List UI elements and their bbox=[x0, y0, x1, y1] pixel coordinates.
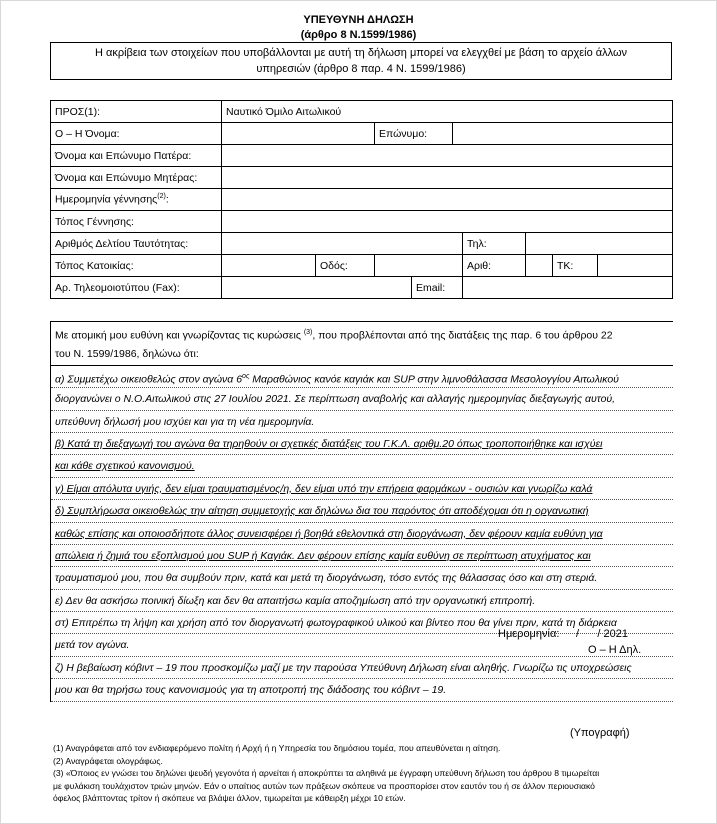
id-number-label: Αριθμός Δελτίου Ταυτότητας: bbox=[51, 233, 222, 255]
intro-text: , που προβλέπονται από της διατάξεις της παρ. 6 του άρθρου 22 bbox=[312, 329, 613, 342]
row-id bbox=[51, 233, 673, 255]
declaration-line[interactable] bbox=[51, 366, 673, 388]
row-residence bbox=[51, 255, 673, 277]
row-mother bbox=[51, 167, 673, 189]
footnote: όφελος βλάπτοντας τρίτον ή σκόπευε να βλάψει άλλον, τιμωρείται με κάθειρξη μέχρι 10 ετών. bbox=[53, 793, 406, 804]
row-birth-place bbox=[51, 211, 673, 233]
street-label: Οδός: bbox=[316, 255, 375, 277]
document-subtitle: (άρθρο 8 Ν.1599/1986) bbox=[300, 29, 417, 41]
fax-field[interactable] bbox=[222, 277, 412, 299]
surname-field[interactable] bbox=[453, 123, 673, 145]
notice-line: υπηρεσιών (άρθρο 8 παρ. 4 Ν. 1599/1986) bbox=[256, 63, 466, 75]
declaration-line[interactable]: τραυματισμού μου, που θα συμβούν πριν, κατά και μετά τη διοργάνωση, τόσο εντός της θάλασσας όσο και στη στεριά. bbox=[51, 567, 673, 589]
declaration-section bbox=[50, 321, 673, 702]
row-father bbox=[51, 145, 673, 167]
accuracy-notice bbox=[50, 42, 672, 80]
declaration-line[interactable]: β) Κατά τη διεξαγωγή του αγώνα θα τηρηθούν οι σχετικές διατάξεις του Γ.Κ.Λ. αριθμ.20 όπως τροποποιήθηκε και ισχύει bbox=[51, 433, 673, 455]
phone-label: Τηλ: bbox=[463, 233, 526, 255]
colon: : bbox=[165, 193, 169, 206]
intro-text: Με ατομική μου ευθύνη και γνωρίζοντας τις κυρώσεις bbox=[55, 329, 304, 342]
street-field[interactable] bbox=[375, 255, 463, 277]
mother-name-label: Όνομα και Επώνυμο Μητέρας: bbox=[51, 167, 222, 189]
footnotes bbox=[53, 742, 673, 805]
declaration-line[interactable]: ζ) Η βεβαίωση κόβιντ – 19 που προσκομίζω μαζί με την παρούσα Υπεύθυνη Δήλωση είναι αληθής. Γνωρίζω τις υποχρεώσεις bbox=[51, 657, 673, 679]
declaration-line[interactable]: μετά τον αγώνα. bbox=[51, 634, 673, 656]
signature-label: (Υπογραφή) bbox=[570, 727, 630, 739]
birth-date-field[interactable] bbox=[222, 189, 673, 211]
declaration-line[interactable]: στ) Επιτρέπω τη λήψη και χρήση από τον διοργανωτή φωτογραφικού υλικού και βίντεο που θα γίνει πριν, κατά τη διάρκεια bbox=[51, 612, 673, 634]
id-number-field[interactable] bbox=[222, 233, 463, 255]
birth-date-text: Ημερομηνία γέννησης bbox=[55, 193, 158, 206]
declaration-line[interactable]: μου και θα τηρήσω τους κανονισμούς για τη αποτροπή της διάδοσης του κόβιντ – 19. bbox=[51, 679, 673, 701]
first-name-field[interactable] bbox=[222, 123, 375, 145]
surname-label: Επώνυμο: bbox=[375, 123, 453, 145]
ordinal-suffix: ος bbox=[242, 372, 250, 380]
footnote: με φυλάκιση τουλάχιστον τριών μηνών. Εάν ο υπαίτιος αυτών των πράξεων σκόπευε να προσπορίσει στον εαυτόν του ή σε άλλον περιουσιακό bbox=[53, 780, 595, 791]
line-text: α) Συμμετέχω οικειοθελώς στον αγώνα 6 bbox=[55, 373, 243, 386]
row-fax bbox=[51, 277, 673, 299]
declaration-line[interactable]: και κάθε σχετικού κανονισμού. bbox=[51, 455, 673, 477]
email-field[interactable] bbox=[463, 277, 673, 299]
declarant-label: Ο – Η Δηλ. bbox=[588, 644, 642, 656]
number-label: Αριθ: bbox=[463, 255, 526, 277]
declaration-line[interactable]: υπεύθυνη δήλωσή μου ισχύει και για τη νέα ημερομηνία. bbox=[51, 411, 673, 433]
line-text: Μαραθώνιος κανόε καγιάκ και SUP στην λιμνοθάλασσα Μεσολογγίου Αιτωλικού bbox=[249, 373, 619, 386]
footnote: (2) Αναγράφεται ολογράφως. bbox=[53, 755, 163, 766]
birth-place-label: Τόπος Γέννησης: bbox=[51, 211, 222, 233]
father-name-field[interactable] bbox=[222, 145, 673, 167]
footnote-ref: (2) bbox=[157, 193, 166, 201]
date-label: Ημερομηνία: bbox=[498, 628, 560, 640]
phone-field[interactable] bbox=[526, 233, 673, 255]
footnote: (1) Αναγράφεται από τον ενδιαφερόμενο πολίτη ή Αρχή ή η Υπηρεσία του δημόσιου τομέα, που απευθύνεται η αίτηση. bbox=[53, 743, 501, 753]
personal-details-table bbox=[50, 100, 673, 299]
birth-place-field[interactable] bbox=[222, 211, 673, 233]
father-name-label: Όνομα και Επώνυμο Πατέρα: bbox=[51, 145, 222, 167]
residence-field[interactable] bbox=[222, 255, 316, 277]
fax-label: Αρ. Τηλεομοιοτύπου (Fax): bbox=[51, 277, 222, 299]
postcode-label: ΤΚ: bbox=[553, 255, 598, 277]
number-field[interactable] bbox=[526, 255, 553, 277]
declaration-line[interactable]: γ) Είμαι απόλυτα υγιής, δεν είμαι τραυματισμένος/η, δεν είμαι υπό την επήρεια φαρμάκων - ουσιών και γνωρίζω καλά bbox=[51, 478, 673, 500]
declaration-intro: του Ν. 1599/1986, δηλώνω ότι: bbox=[51, 343, 673, 365]
first-name-label: Ο – Η Όνομα: bbox=[51, 123, 222, 145]
declaration-line[interactable]: ε) Δεν θα ασκήσω ποινική δίωξη και δεν θα απαιτήσω καμία αποζημίωση από την οργανωτική επιτροπή. bbox=[51, 590, 673, 612]
postcode-field[interactable] bbox=[598, 255, 673, 277]
declaration-line[interactable]: καθώς επίσης και οποιοσδήποτε άλλος συνεισφέρει ή βοηθά εθελοντικά στη διοργάνωση, δεν φέρουν καμία ευθύνη για bbox=[51, 523, 673, 545]
declaration-line[interactable]: διοργανώνει ο Ν.Ο.Αιτωλικού στις 27 Ιουλίου 2021. Σε περίπτωση αναβολής και αλλαγής ημερομηνίας διεξαγωγής αυτού, bbox=[51, 388, 673, 410]
birth-date-label bbox=[51, 189, 222, 211]
row-to bbox=[51, 101, 673, 123]
date-field[interactable]: / / 2021 bbox=[576, 628, 628, 640]
footnote-ref: (3) bbox=[303, 329, 313, 336]
email-label: Email: bbox=[412, 277, 463, 299]
notice-line: Η ακρίβεια των στοιχείων που υποβάλλονται με αυτή τη δήλωση μπορεί να ελεγχθεί με βάση το αρχείο άλλων bbox=[94, 47, 628, 59]
document-title: ΥΠΕΥΘΥΝΗ ΔΗΛΩΣΗ bbox=[303, 14, 414, 26]
residence-label: Τόπος Κατοικίας: bbox=[51, 255, 222, 277]
declaration-intro bbox=[51, 322, 673, 343]
to-label: ΠΡΟΣ(1): bbox=[51, 101, 222, 123]
declaration-line[interactable]: δ) Συμπλήρωσα οικειοθελώς την αίτηση συμμετοχής και δηλώνω δια του παρόντος ότι αποδέχομαι ότι η οργανωτική bbox=[51, 500, 673, 522]
row-birth-date bbox=[51, 189, 673, 211]
footnote: (3) «Όποιος εν γνώσει του δηλώνει ψευδή γεγονότα ή αρνείται ή αποκρύπτει τα αληθινά με έγγραφη υπεύθυνη δήλωση του άρθρου 8 τιμωρείται bbox=[53, 768, 600, 779]
mother-name-field[interactable] bbox=[222, 167, 673, 189]
to-field[interactable]: Ναυτικό Όμιλο Αιτωλικού bbox=[222, 101, 673, 123]
row-name bbox=[51, 123, 673, 145]
declaration-line[interactable]: απώλεια ή ζημιά του εξοπλισμού μου SUP ή Καγιάκ. Δεν φέρουν επίσης καμία ευθύνη σε περίπτωση ατυχήματος και bbox=[51, 545, 673, 567]
